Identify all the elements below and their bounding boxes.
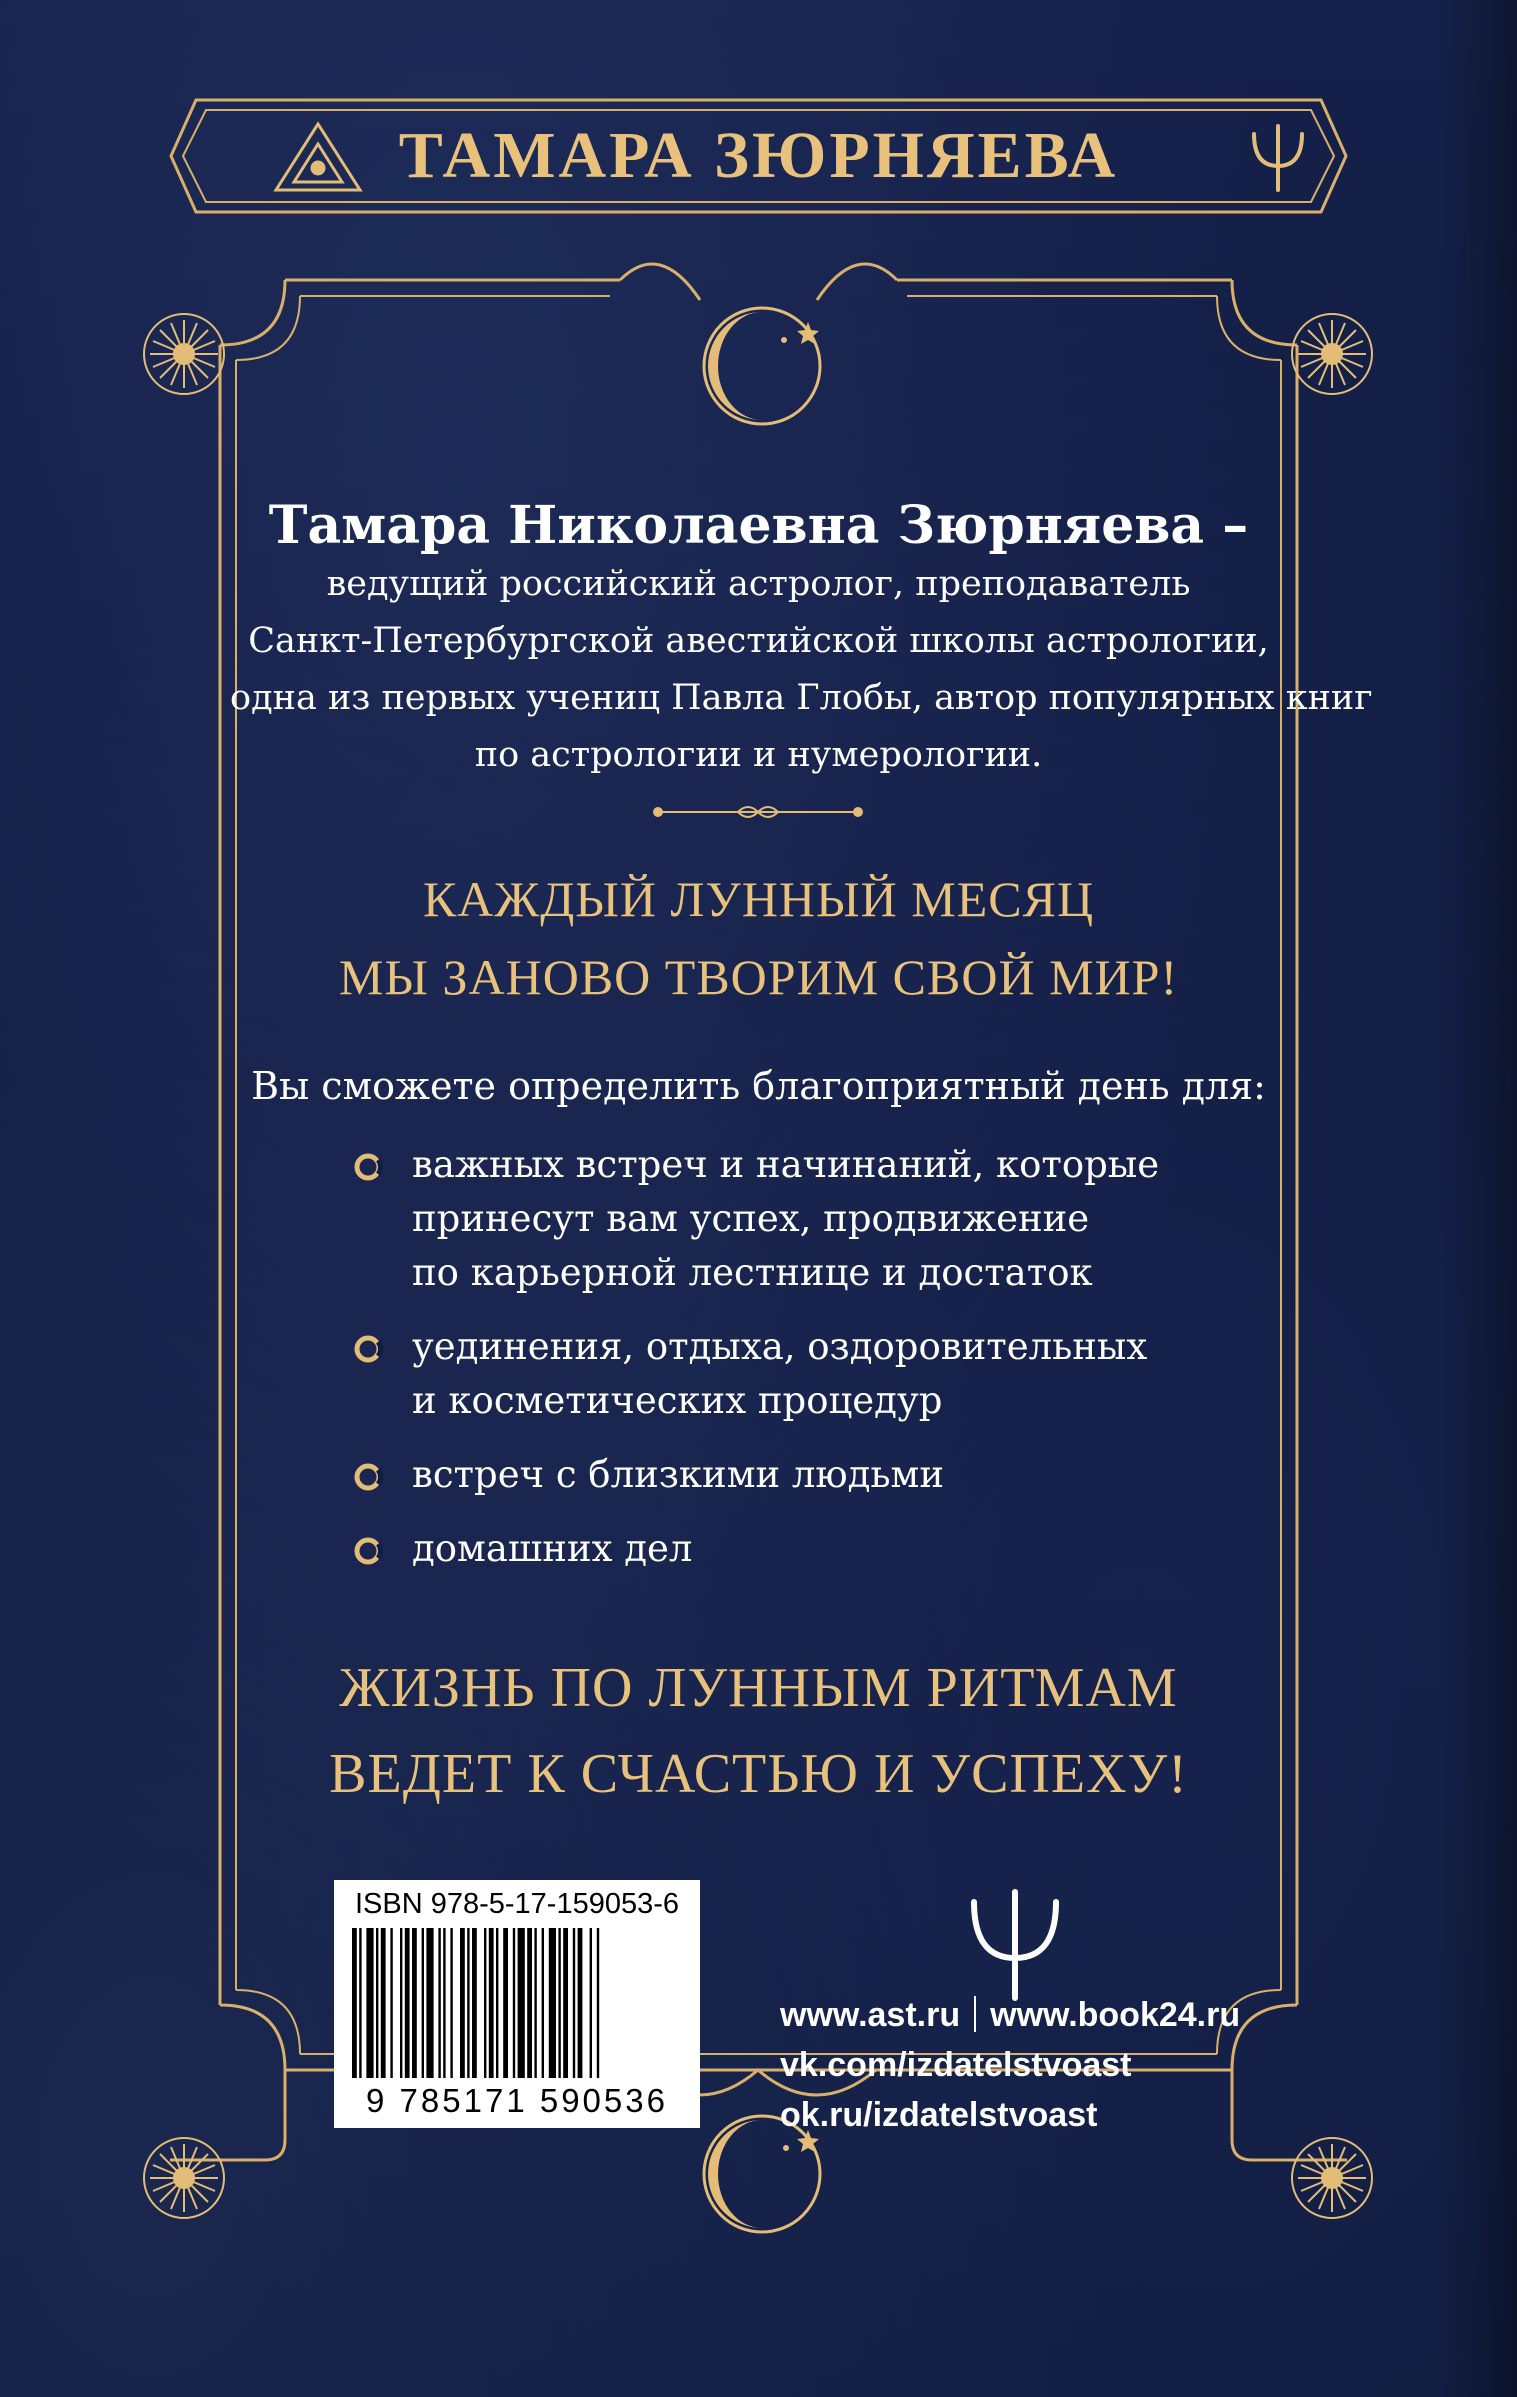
bio-line: ведущий российский астролог, преподаватель <box>326 564 1191 604</box>
barcode-bars <box>348 1928 686 2080</box>
bio-line: одна из первых учениц Павла Глобы, автор популярных книг <box>230 678 1373 718</box>
links-row <box>780 1990 1340 2040</box>
bio-line: по астрологии и нумерологии. <box>474 735 1043 775</box>
bullet-circle-icon <box>352 1462 386 1492</box>
slogan-top <box>230 860 1287 1016</box>
bullet-circle-icon <box>352 1334 386 1364</box>
publisher-links <box>780 1990 1340 2140</box>
slogan-line: МЫ ЗАНОВО ТВОРИМ СВОЙ МИР! <box>338 949 1179 1005</box>
publisher-psi-logo <box>960 1878 1070 2008</box>
bio-line: Санкт-Петербургской авестийской школы астрологии, <box>248 621 1269 661</box>
bullet-circle-icon <box>352 1536 386 1566</box>
link-separator <box>974 1996 976 2032</box>
slogan-line: ЖИЗНЬ ПО ЛУННЫМ РИТМАМ <box>339 1657 1178 1719</box>
crescent-moon-face-icon <box>700 296 840 430</box>
author-full-name: Тамара Николаевна Зюрняева – <box>268 495 1249 556</box>
ornament-divider <box>648 800 868 824</box>
bullet-circle-icon <box>352 1152 386 1182</box>
link-vk[interactable]: vk.com/izdatelstvoast <box>780 2046 1132 2084</box>
isbn-label: ISBN 978-5-17-159053-6 <box>354 1888 680 1920</box>
sun-icon <box>1266 288 1398 420</box>
barcode-digits: 9 785171 590536 <box>366 2082 668 2119</box>
list-item-line: по карьерной лестнице и достаток <box>412 1251 1093 1294</box>
list-item-line: важных встреч и начинаний, которые <box>412 1143 1160 1186</box>
list-item <box>352 1138 1312 1300</box>
author-bio <box>230 556 1373 784</box>
benefits-intro: Вы сможете определить благоприятный день для: <box>251 1064 1266 1108</box>
link-book24[interactable]: www.book24.ru <box>990 1996 1241 2034</box>
slogan-line: ВЕДЕТ К СЧАСТЬЮ И УСПЕХУ! <box>329 1743 1188 1805</box>
sun-icon <box>118 2112 250 2244</box>
author-banner-title: ТАМАРА ЗЮРНЯЕВА <box>398 119 1119 192</box>
link-ok[interactable]: ok.ru/izdatelstvoast <box>780 2096 1098 2134</box>
list-item-line: и косметических процедур <box>412 1379 943 1422</box>
isbn-barcode <box>334 1880 700 2128</box>
slogan-bottom <box>230 1645 1287 1817</box>
link-ast[interactable]: www.ast.ru <box>780 1996 961 2034</box>
list-item <box>352 1320 1312 1428</box>
list-item-line: встреч с близкими людьми <box>412 1453 945 1496</box>
benefits-list <box>352 1138 1312 1596</box>
list-item-line: принесут вам успех, продвижение <box>412 1197 1090 1240</box>
sun-icon <box>118 288 250 420</box>
slogan-line: КАЖДЫЙ ЛУННЫЙ МЕСЯЦ <box>422 871 1095 927</box>
list-item <box>352 1522 1312 1576</box>
list-item <box>352 1448 1312 1502</box>
list-item-line: уединения, отдыха, оздоровительных <box>412 1325 1148 1368</box>
list-item-line: домашних дел <box>412 1527 693 1570</box>
